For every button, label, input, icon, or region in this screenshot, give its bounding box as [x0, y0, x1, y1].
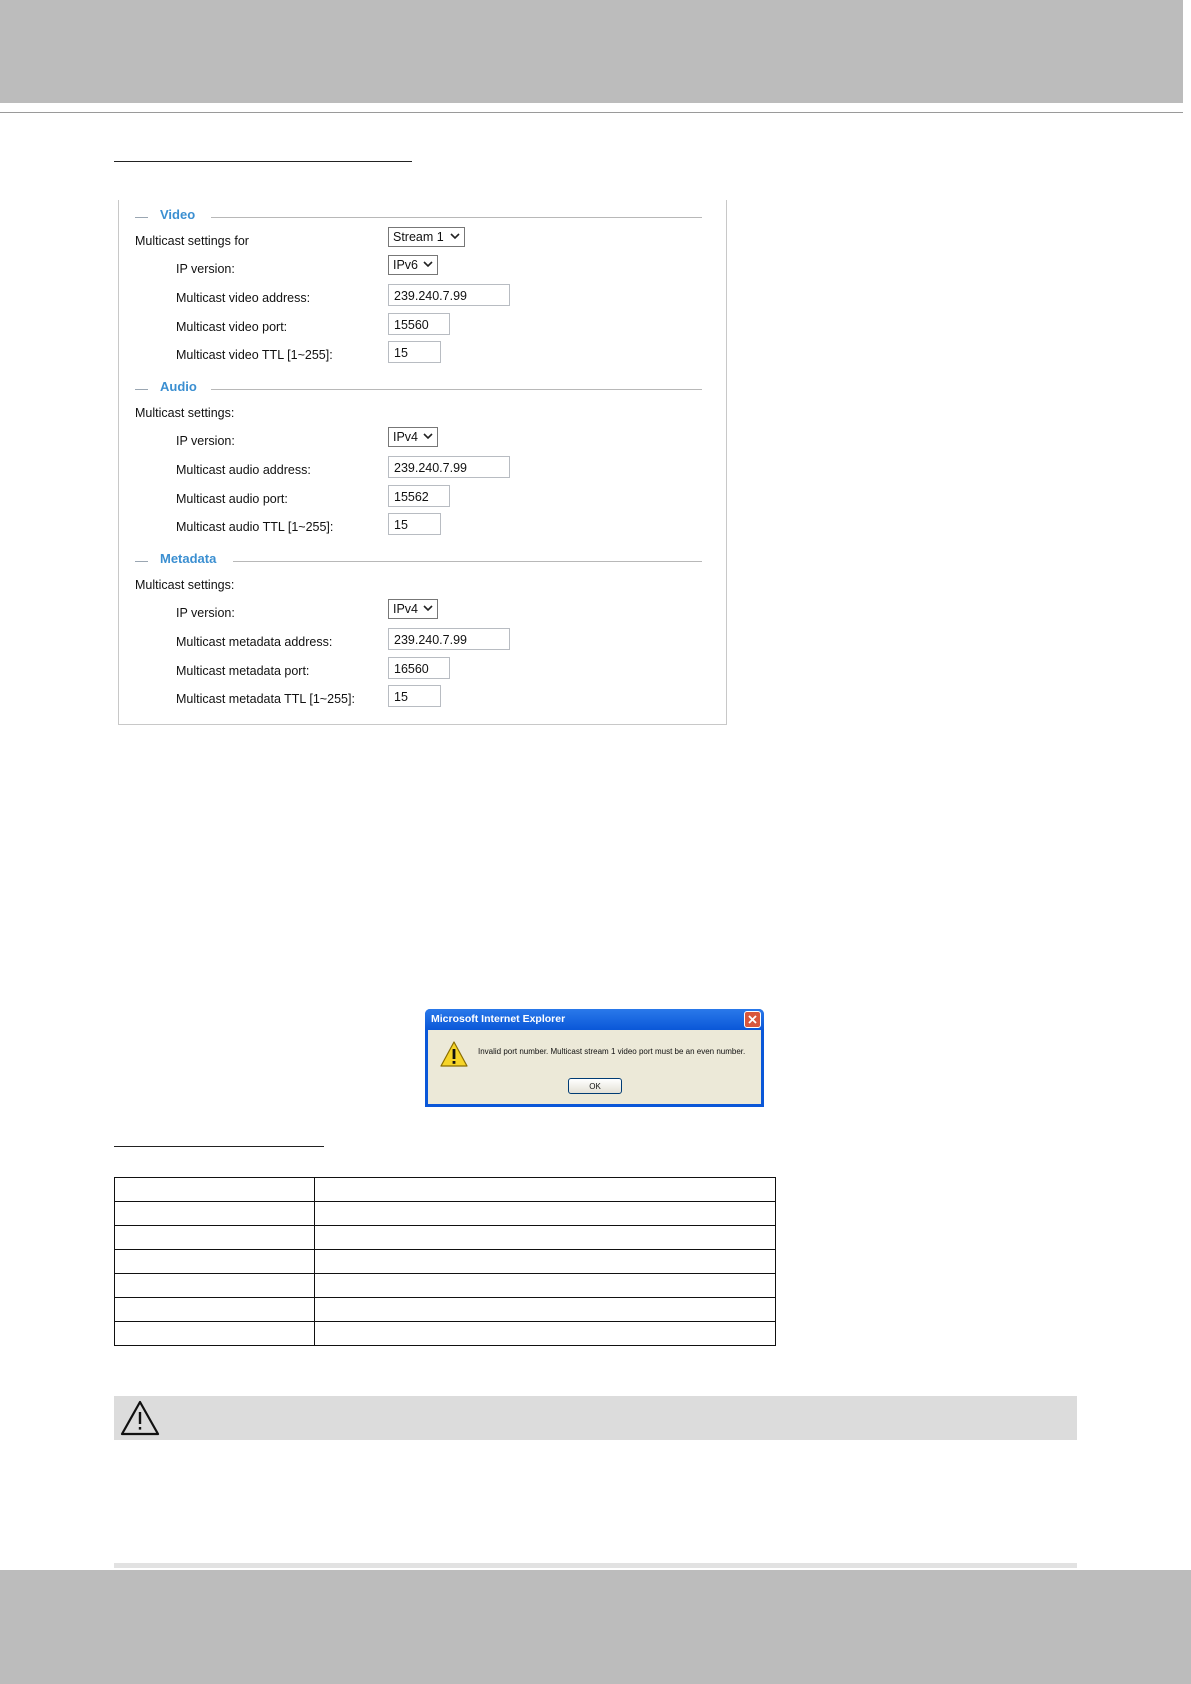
video-ttl-label: Multicast video TTL [1~255]: — [176, 348, 333, 362]
metadata-ttl-input[interactable]: 15 — [388, 685, 441, 707]
video-ip-version-select[interactable]: IPv6 — [388, 255, 438, 275]
table-row — [115, 1274, 776, 1298]
header-band — [0, 0, 1191, 103]
audio-address-input[interactable]: 239.240.7.99 — [388, 456, 510, 478]
chevron-down-icon — [423, 604, 433, 612]
table-row — [115, 1322, 776, 1346]
ok-button[interactable]: OK — [568, 1078, 622, 1094]
footer-band — [0, 1570, 1191, 1684]
metadata-address-label: Multicast metadata address: — [176, 635, 333, 649]
metadata-port-label: Multicast metadata port: — [176, 664, 310, 678]
table-row — [115, 1202, 776, 1226]
audio-address-label: Multicast audio address: — [176, 463, 311, 477]
video-ttl-input[interactable]: 15 — [388, 341, 441, 363]
metadata-port-input[interactable]: 16560 — [388, 657, 450, 679]
dialog-titlebar — [425, 1009, 764, 1030]
audio-settings-label: Multicast settings: — [135, 406, 235, 420]
table-row — [115, 1250, 776, 1274]
video-port-input[interactable]: 15560 — [388, 313, 450, 335]
multicast-settings-for-label: Multicast settings for — [135, 234, 249, 248]
video-group-header — [135, 207, 702, 227]
video-ip-version-label: IP version: — [176, 262, 235, 276]
dialog-message: Invalid port number. Multicast stream 1 video port must be an even number. — [478, 1047, 746, 1056]
caution-bar — [114, 1396, 1077, 1440]
table-row — [115, 1226, 776, 1250]
audio-ttl-label: Multicast audio TTL [1~255]: — [176, 520, 334, 534]
audio-port-label: Multicast audio port: — [176, 492, 288, 506]
section-heading-underline — [114, 161, 412, 162]
video-address-input[interactable]: 239.240.7.99 — [388, 284, 510, 306]
stream-select[interactable]: Stream 1 — [388, 227, 465, 247]
chevron-down-icon — [450, 232, 460, 240]
audio-ip-version-select[interactable]: IPv4 — [388, 427, 438, 447]
audio-port-input[interactable]: 15562 — [388, 485, 450, 507]
reference-table — [114, 1177, 776, 1346]
warning-icon — [439, 1040, 469, 1068]
video-address-label: Multicast video address: — [176, 291, 311, 305]
metadata-address-input[interactable]: 239.240.7.99 — [388, 628, 510, 650]
chevron-down-icon — [423, 260, 433, 268]
metadata-group-header — [135, 551, 702, 571]
multicast-settings-panel — [118, 200, 727, 725]
close-icon — [748, 1015, 757, 1024]
audio-ttl-input[interactable]: 15 — [388, 513, 441, 535]
footer-divider — [114, 1563, 1077, 1568]
dialog-close-button[interactable] — [744, 1011, 761, 1028]
metadata-ttl-label: Multicast metadata TTL [1~255]: — [176, 692, 355, 706]
alert-dialog — [425, 1009, 764, 1107]
header-divider — [0, 112, 1191, 113]
metadata-settings-label: Multicast settings: — [135, 578, 235, 592]
table-row — [115, 1298, 776, 1322]
audio-ip-version-label: IP version: — [176, 434, 235, 448]
warning-triangle-icon — [118, 1398, 162, 1438]
dialog-body — [428, 1030, 761, 1104]
video-group-title: Video — [160, 207, 201, 222]
metadata-ip-version-label: IP version: — [176, 606, 235, 620]
audio-group-title: Audio — [160, 379, 203, 394]
table-row — [115, 1178, 776, 1202]
scrollbar[interactable] — [1183, 0, 1191, 1684]
audio-group-header — [135, 379, 702, 399]
metadata-group-title: Metadata — [160, 551, 222, 566]
section-heading-underline-2 — [114, 1146, 324, 1147]
dialog-title: Microsoft Internet Explorer — [431, 1013, 566, 1025]
video-port-label: Multicast video port: — [176, 320, 288, 334]
chevron-down-icon — [423, 432, 433, 440]
metadata-ip-version-select[interactable]: IPv4 — [388, 599, 438, 619]
